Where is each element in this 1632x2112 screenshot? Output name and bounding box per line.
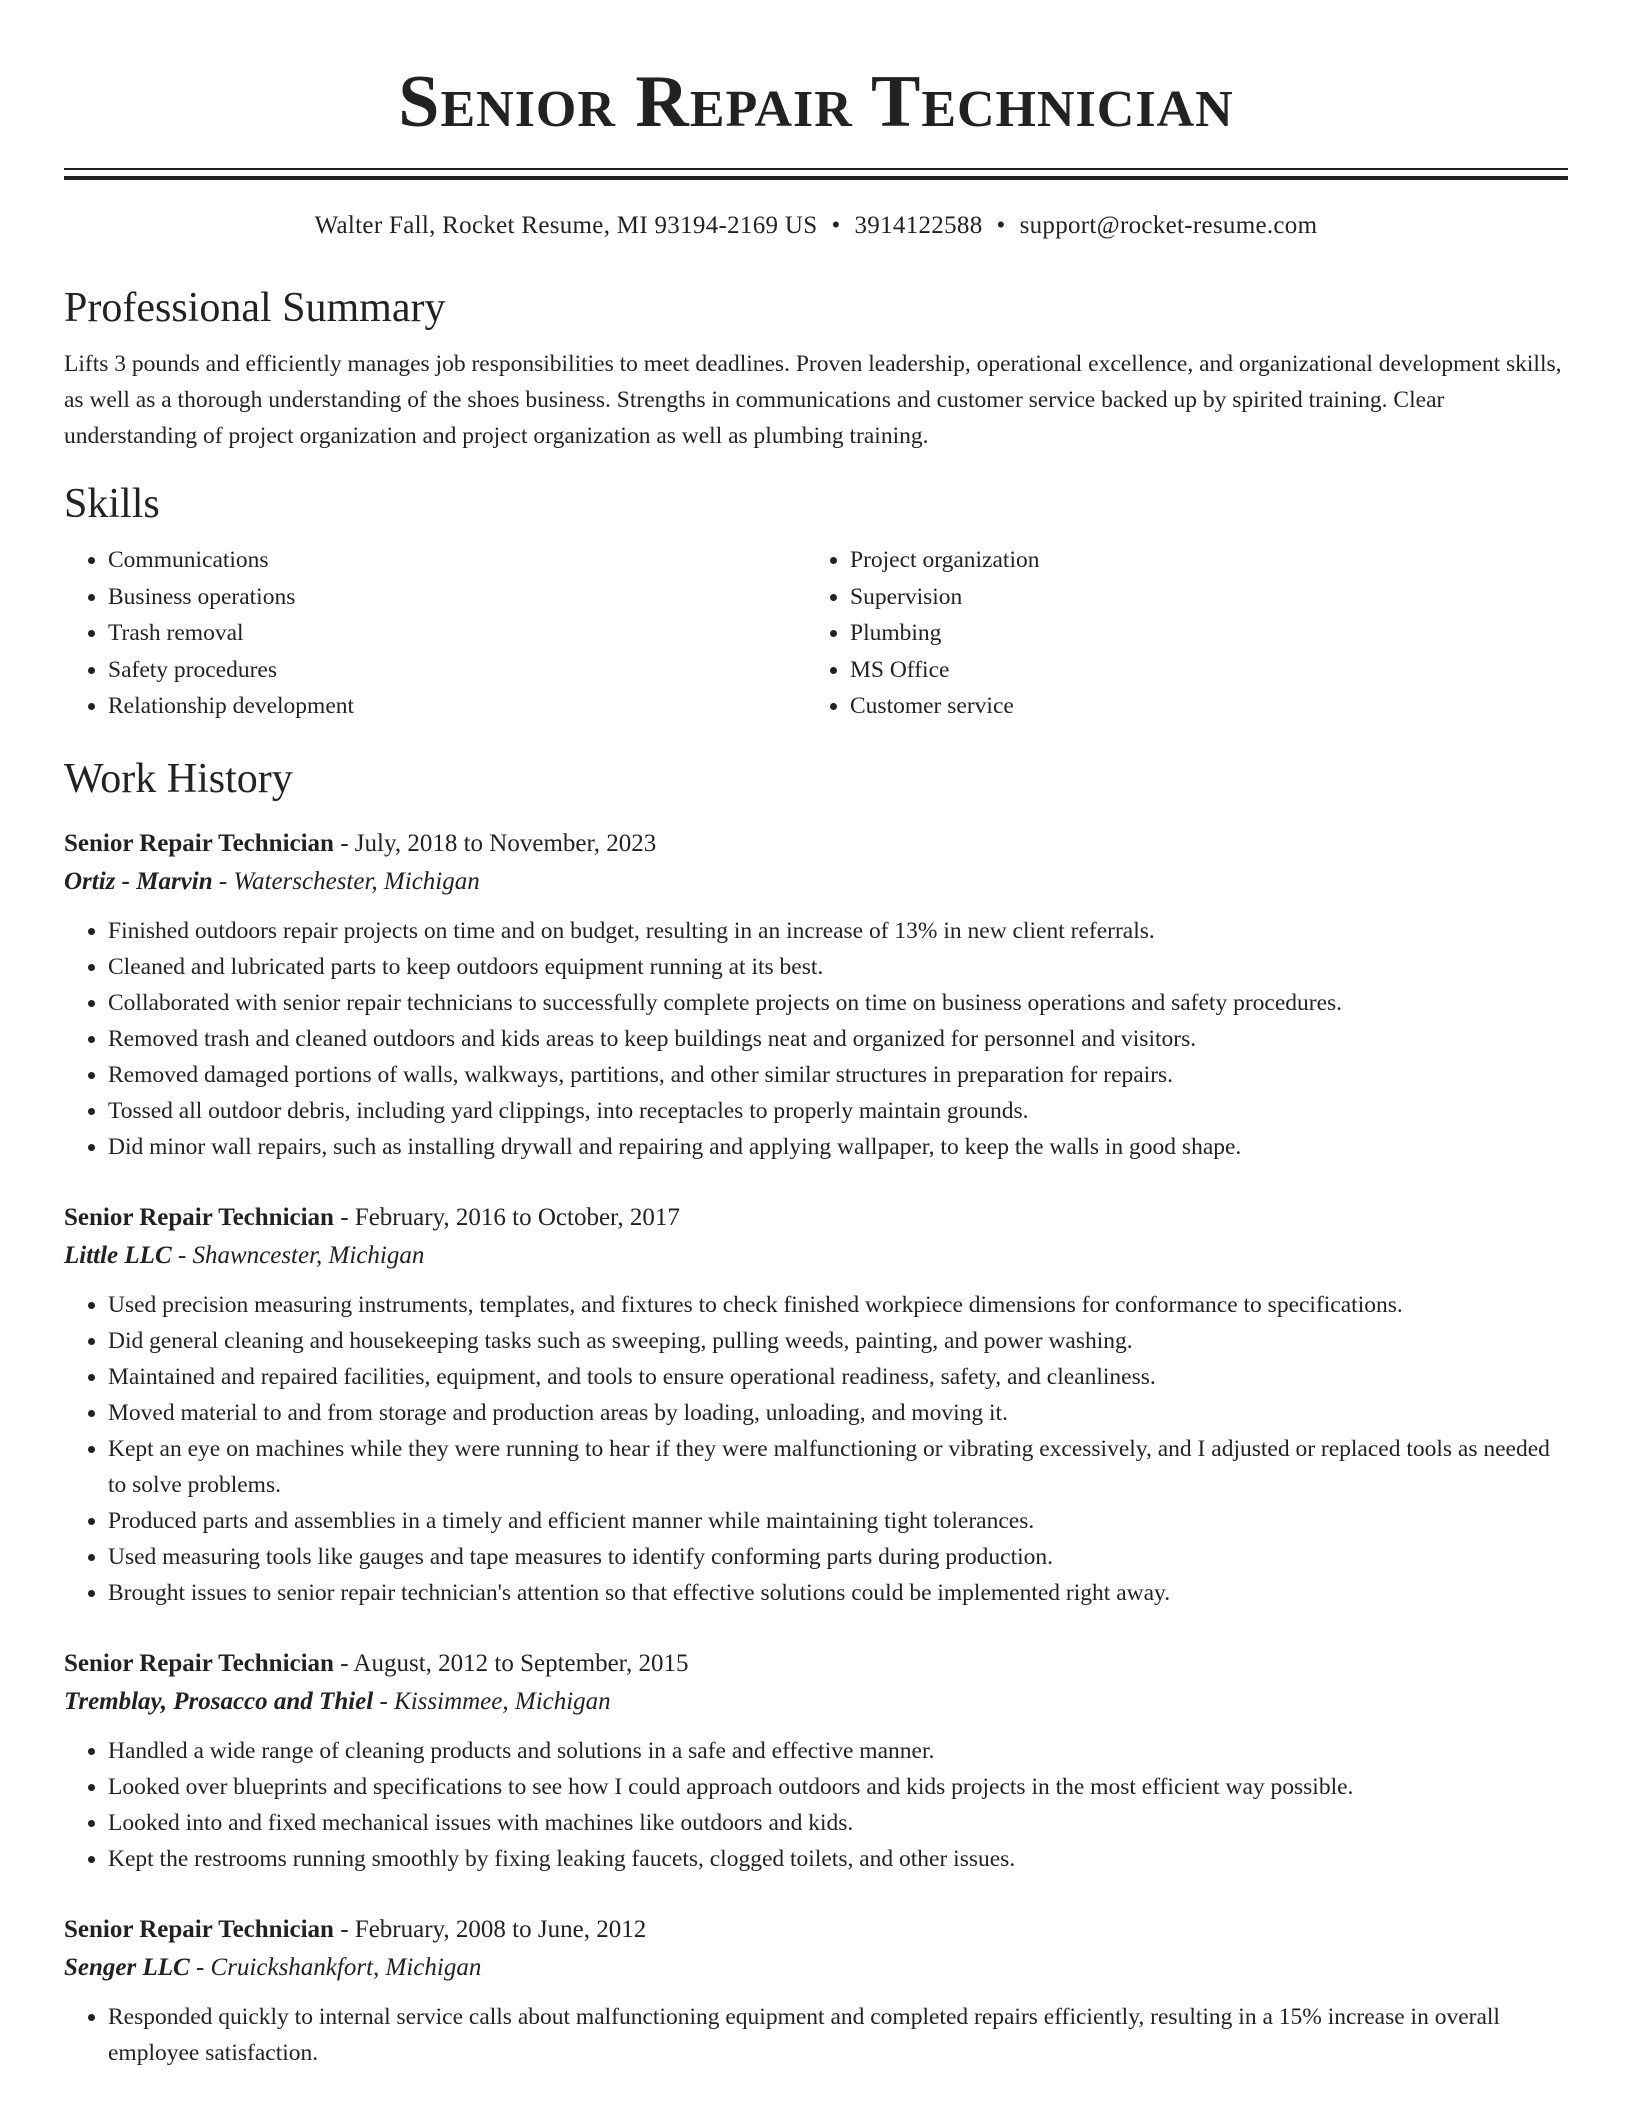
skill-item: • Supervision bbox=[850, 579, 1548, 616]
skill-item: • MS Office bbox=[850, 652, 1548, 689]
job-location: Cruickshankfort, Michigan bbox=[210, 1953, 482, 1981]
skills-heading: Skills bbox=[64, 481, 160, 527]
job-company: Little LLC bbox=[64, 1241, 172, 1269]
skill-item: • Communications bbox=[108, 542, 806, 579]
duty-item: • Collaborated with senior repair technicians to successfully complete projects on time on business operations and safety procedures. bbox=[108, 985, 1568, 1021]
duty-item: • Finished outdoors repair projects on time and on budget, resulting in an increase of 13% in new client referrals. bbox=[108, 913, 1568, 949]
duty-item: • Responded quickly to internal service calls about malfunctioning equipment and completed repairs efficiently, resulting in a 15% increase in overall employee satisfaction. bbox=[108, 1999, 1568, 2071]
duty-item: • Removed trash and cleaned outdoors and kids areas to keep buildings neat and organized for personnel and visitors. bbox=[108, 1021, 1568, 1057]
job-company-line: Senger LLC - Cruickshankfort, Michigan bbox=[64, 1953, 482, 1981]
skill-item: • Safety procedures bbox=[108, 652, 806, 689]
job-company-line: Ortiz - Marvin - Waterschester, Michigan bbox=[64, 867, 480, 895]
summary-text: Lifts 3 pounds and efficiently manages job responsibilities to meet deadlines. Proven leadership, operational excellence, and organizational development skills, as well as a thorough understanding of the shoes business. Strengths in communications and customer service backed up by spirited training. Clear understanding of project organization and project organization as well as plumbing training. bbox=[64, 351, 1562, 449]
job-location: Shawncester, Michigan bbox=[192, 1241, 425, 1269]
job-entry bbox=[64, 1645, 1568, 1877]
duty-item: • Kept an eye on machines while they were running to hear if they were malfunctioning or vibrating excessively, and I adjusted or replaced tools as needed to solve problems. bbox=[108, 1431, 1568, 1503]
job-title-line: Senior Repair Technician - February, 2008 to June, 2012 bbox=[64, 1915, 647, 1943]
job-title-line: Senior Repair Technician - August, 2012 to September, 2015 bbox=[64, 1649, 689, 1677]
duty-item: • Brought issues to senior repair technician's attention so that effective solutions could be implemented right away. bbox=[108, 1575, 1568, 1611]
skill-item: • Project organization bbox=[850, 542, 1548, 579]
duty-item: • Used measuring tools like gauges and tape measures to identify conforming parts during production. bbox=[108, 1539, 1568, 1575]
duty-item: • Did minor wall repairs, such as installing drywall and repairing and applying wallpaper, to keep the walls in good shape. bbox=[108, 1129, 1568, 1165]
job-title-line: Senior Repair Technician - February, 2016 to October, 2017 bbox=[64, 1203, 680, 1231]
job-company-line: Little LLC - Shawncester, Michigan bbox=[64, 1241, 425, 1269]
skills-list bbox=[64, 542, 1568, 725]
duty-item: • Produced parts and assemblies in a timely and efficient manner while maintaining tight tolerances. bbox=[108, 1503, 1568, 1539]
job-role: Senior Repair Technician bbox=[64, 1915, 334, 1943]
job-dates: July, 2018 to November, 2023 bbox=[354, 829, 657, 857]
job-entry bbox=[64, 1199, 1568, 1611]
job-dates: February, 2016 to October, 2017 bbox=[354, 1203, 680, 1231]
skill-item: • Trash removal bbox=[108, 615, 806, 652]
summary-heading: Professional Summary bbox=[64, 285, 446, 331]
job-title-line: Senior Repair Technician - July, 2018 to November, 2023 bbox=[64, 829, 657, 857]
duty-item: • Used precision measuring instruments, templates, and fixtures to check finished workpiece dimensions for conformance to specifications. bbox=[108, 1287, 1568, 1323]
job-role: Senior Repair Technician bbox=[64, 1203, 334, 1231]
contact-separator: • bbox=[831, 212, 841, 239]
duty-item: • Tossed all outdoor debris, including yard clippings, into receptacles to properly maintain grounds. bbox=[108, 1093, 1568, 1129]
job-duties bbox=[64, 913, 1568, 1165]
job-company: Ortiz - Marvin bbox=[64, 867, 213, 895]
job-role: Senior Repair Technician bbox=[64, 829, 334, 857]
duty-item: • Cleaned and lubricated parts to keep outdoors equipment running at its best. bbox=[108, 949, 1568, 985]
duty-item: • Removed damaged portions of walls, walkways, partitions, and other similar structures in preparation for repairs. bbox=[108, 1057, 1568, 1093]
job-location: Waterschester, Michigan bbox=[233, 867, 480, 895]
title-divider-thick bbox=[64, 176, 1568, 180]
skill-item: • Plumbing bbox=[850, 615, 1548, 652]
job-company: Tremblay, Prosacco and Thiel bbox=[64, 1687, 374, 1715]
job-duties bbox=[64, 1733, 1568, 1877]
skill-item: • Relationship development bbox=[108, 688, 806, 725]
duty-item: • Looked over blueprints and specifications to see how I could approach outdoors and kids projects in the most efficient way possible. bbox=[108, 1769, 1568, 1805]
job-dates: February, 2008 to June, 2012 bbox=[354, 1915, 647, 1943]
job-entry bbox=[64, 825, 1568, 1165]
duty-item: • Handled a wide range of cleaning products and solutions in a safe and effective manner. bbox=[108, 1733, 1568, 1769]
skills-column-left bbox=[64, 542, 806, 725]
skill-item: • Customer service bbox=[850, 688, 1548, 725]
contact-phone: 3914122588 bbox=[854, 212, 983, 239]
job-location: Kissimmee, Michigan bbox=[394, 1687, 611, 1715]
job-entry bbox=[64, 1911, 1568, 2071]
skill-item: • Business operations bbox=[108, 579, 806, 616]
contact-email: support@rocket-resume.com bbox=[1019, 212, 1318, 239]
work-history-heading: Work History bbox=[64, 755, 293, 802]
duty-item: • Moved material to and from storage and production areas by loading, unloading, and moving it. bbox=[108, 1395, 1568, 1431]
job-role: Senior Repair Technician bbox=[64, 1649, 334, 1677]
resume-title: Senior Repair Technician bbox=[398, 61, 1234, 143]
duty-item: • Did general cleaning and housekeeping tasks such as sweeping, pulling weeds, painting, and power washing. bbox=[108, 1323, 1568, 1359]
job-company: Senger LLC bbox=[64, 1953, 190, 1981]
contact-separator: • bbox=[996, 212, 1006, 239]
duty-item: • Kept the restrooms running smoothly by fixing leaking faucets, clogged toilets, and other issues. bbox=[108, 1841, 1568, 1877]
job-duties bbox=[64, 1999, 1568, 2071]
contact-address: Walter Fall, Rocket Resume, MI 93194-2169 US bbox=[314, 212, 818, 239]
duty-item: • Maintained and repaired facilities, equipment, and tools to ensure operational readiness, safety, and cleanliness. bbox=[108, 1359, 1568, 1395]
job-duties bbox=[64, 1287, 1568, 1611]
title-divider-thin bbox=[64, 168, 1568, 170]
skills-column-right bbox=[806, 542, 1548, 725]
job-dates: August, 2012 to September, 2015 bbox=[353, 1649, 689, 1677]
duty-item: • Looked into and fixed mechanical issues with machines like outdoors and kids. bbox=[108, 1805, 1568, 1841]
job-company-line: Tremblay, Prosacco and Thiel - Kissimmee, Michigan bbox=[64, 1687, 611, 1715]
contact-line bbox=[64, 210, 1568, 242]
